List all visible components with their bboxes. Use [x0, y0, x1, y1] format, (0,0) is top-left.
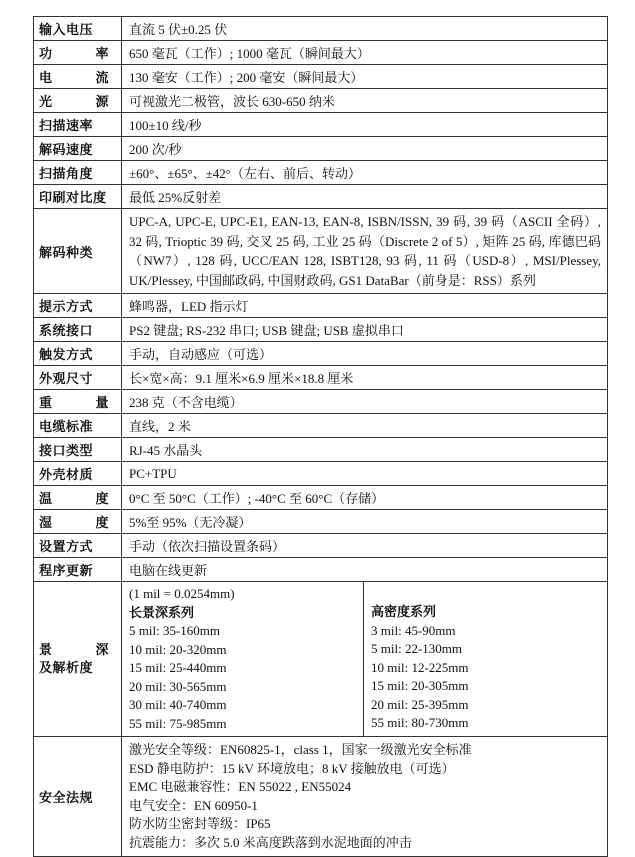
spec-label: 触发方式 — [34, 342, 122, 366]
spec-row-trigger-mode — [34, 342, 608, 366]
safety-line: EMC 电磁兼容性：EN 55022 , EN55024 — [129, 779, 352, 794]
spec-row-system-interface — [34, 318, 608, 342]
spec-value: 650 毫瓦（工作）; 1000 毫瓦（瞬间最大） — [122, 41, 608, 65]
spec-label — [34, 582, 122, 737]
spec-value: 手动，自动感应（可选） — [122, 342, 608, 366]
spec-value: 可视激光二极管，波长 630-650 纳米 — [122, 89, 608, 113]
spec-value: 238 克（不含电缆） — [122, 390, 608, 414]
spec-value: UPC-A, UPC-E, UPC-E1, EAN-13, EAN-8, ISBN/ISSN, 39 码, 39 码（ASCII 全码）, 32 码, Trioptic 39 码, 交叉 25 码, 工业 25 码（Discrete 2 of 5）, 矩阵 25 码, 库德巴码（NW7）, 128 码, UCC/EAN 128, ISBT128, 93 码, 11 码（USD-8）, MSI/Plessey, UK/Plessey, 中国邮政码, 中国财政码, GS1 DataBar（前身是：RSS）系列 — [122, 209, 608, 294]
spec-row-scan-angle — [34, 161, 608, 185]
dof-item: 20 mil: 25-395mm — [371, 696, 469, 712]
dof-label-line2: 及解析度 — [39, 660, 94, 675]
spec-row-cable-standard — [34, 414, 608, 438]
spec-label: 设置方式 — [34, 534, 122, 558]
dof-item: 10 mil: 12-225mm — [371, 659, 469, 675]
spec-value: 5%至 95%（无冷凝） — [122, 510, 608, 534]
spec-value: 直流 5 伏±0.25 伏 — [122, 17, 608, 41]
spec-label: 输入电压 — [34, 17, 122, 41]
spec-value: 130 毫安（工作）; 200 毫安（瞬间最大） — [122, 65, 608, 89]
spec-row-humidity — [34, 510, 608, 534]
spec-row-indication — [34, 294, 608, 318]
spec-label: 温度 — [34, 486, 122, 510]
spec-row-input-voltage — [34, 17, 608, 41]
spec-row-firmware-update — [34, 558, 608, 582]
spec-row-setup-method — [34, 534, 608, 558]
safety-line: 防水防尘密封等级：IP65 — [129, 816, 271, 831]
dof-long-range-column — [122, 582, 364, 737]
spec-value: PS2 键盘; RS-232 串口; USB 键盘; USB 虚拟串口 — [122, 318, 608, 342]
dof-item: 3 mil: 45-90mm — [371, 622, 456, 638]
safety-value — [122, 737, 608, 857]
spec-value: 0°C 至 50°C（工作）; -40°C 至 60°C（存储） — [122, 486, 608, 510]
dof-note: (1 mil = 0.0254mm) — [129, 586, 235, 601]
spec-row-temperature — [34, 486, 608, 510]
spec-row-housing-material — [34, 462, 608, 486]
spec-row-power — [34, 41, 608, 65]
dof-item: 20 mil: 30-565mm — [129, 678, 227, 694]
spec-row-depth-of-field — [34, 582, 608, 737]
spec-row-light-source — [34, 89, 608, 113]
spec-row-connector-type — [34, 438, 608, 462]
spec-label: 湿度 — [34, 510, 122, 534]
spec-label: 提示方式 — [34, 294, 122, 318]
dof-long-range-title: 长景深系列 — [129, 604, 195, 620]
safety-line: 抗震能力：多次 5.0 米高度跌落到水泥地面的冲击 — [129, 834, 412, 850]
dof-item: 5 mil: 35-160mm — [129, 623, 220, 638]
spec-table — [33, 16, 608, 857]
spec-row-print-contrast — [34, 185, 608, 209]
spec-value: RJ-45 水晶头 — [122, 438, 608, 462]
spec-label: 光源 — [34, 89, 122, 113]
safety-line: ESD 静电防护：15 kV 环境放电；8 kV 接触放电（可选） — [129, 760, 455, 776]
spec-label: 解码速度 — [34, 137, 122, 161]
dof-item: 30 mil: 40-740mm — [129, 697, 227, 712]
spec-label: 功率 — [34, 41, 122, 65]
spec-value: 200 次/秒 — [122, 137, 608, 161]
spec-label: 电缆标准 — [34, 414, 122, 438]
spec-row-decode-types — [34, 209, 608, 294]
safety-line: 激光安全等级：EN60825-1，class 1，国家一级激光安全标准 — [129, 742, 472, 757]
spec-label: 扫描速率 — [34, 113, 122, 137]
spec-value: 最低 25%反射差 — [122, 185, 608, 209]
spec-value: ±60°、±65°、±42°（左右、前后、转动） — [122, 161, 608, 185]
dof-item: 15 mil: 25-440mm — [129, 660, 227, 675]
spec-row-dimensions — [34, 366, 608, 390]
spec-row-current — [34, 65, 608, 89]
spec-label: 系统接口 — [34, 318, 122, 342]
dof-item: 55 mil: 80-730mm — [371, 715, 469, 730]
dof-item: 15 mil: 20-305mm — [371, 678, 469, 693]
spec-value: 直线，2 米 — [122, 414, 608, 438]
spec-value: 长×宽×高：9.1 厘米×6.9 厘米×18.8 厘米 — [122, 366, 608, 390]
spec-label: 扫描角度 — [34, 161, 122, 185]
spec-label: 接口类型 — [34, 438, 122, 462]
spec-label: 印刷对比度 — [34, 185, 122, 209]
spec-label: 解码种类 — [34, 209, 122, 294]
spec-value: 蜂鸣器，LED 指示灯 — [122, 294, 608, 318]
spec-label: 外壳材质 — [34, 462, 122, 486]
dof-item: 10 mil: 20-320mm — [129, 641, 227, 657]
dof-high-density-column — [364, 582, 608, 737]
spec-label: 外观尺寸 — [34, 366, 122, 390]
dof-label-line1: 景深 — [39, 642, 109, 657]
spec-label: 电流 — [34, 65, 122, 89]
dof-high-density-title: 高密度系列 — [371, 604, 437, 619]
spec-value: 手动（依次扫描设置条码） — [122, 534, 608, 558]
spec-label: 程序更新 — [34, 558, 122, 582]
dof-item: 55 mil: 75-985mm — [129, 715, 227, 731]
spec-label: 安全法规 — [34, 737, 122, 857]
dof-item: 5 mil: 22-130mm — [371, 641, 462, 656]
spec-value: PC+TPU — [122, 462, 608, 486]
spec-label: 重量 — [34, 390, 122, 414]
spec-row-weight — [34, 390, 608, 414]
safety-line: 电气安全：EN 60950-1 — [129, 797, 258, 813]
spec-row-scan-rate — [34, 113, 608, 137]
spec-row-decode-speed — [34, 137, 608, 161]
spec-value: 100±10 线/秒 — [122, 113, 608, 137]
spec-row-safety-regulations — [34, 737, 608, 857]
spec-value: 电脑在线更新 — [122, 558, 608, 582]
